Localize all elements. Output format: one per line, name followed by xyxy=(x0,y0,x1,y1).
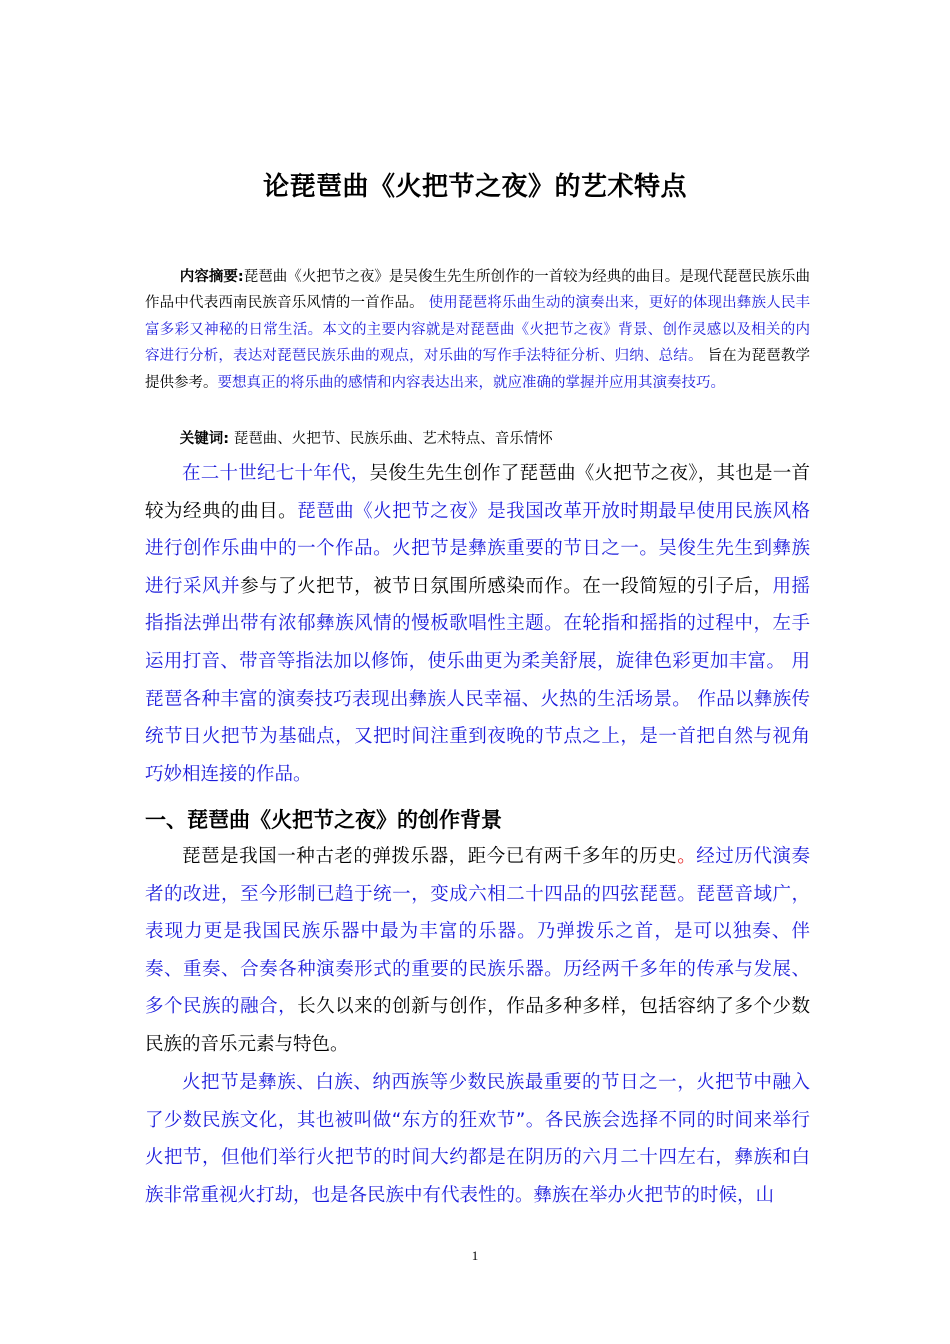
section-p1-text-3: 长久以来的创新与创作，作品多种多样，包括容纳了多个少数民族的音乐元素与特色。 xyxy=(145,996,810,1055)
section-p1-text-2: 经过历代演奏者的改进，至今形制已趋于统一，变成六相二十四品的四弦琵琶。琵琶音域广，表现力更是我国民族乐器中最为丰富的乐器。乃弹拨乐之首，是可以独奏、伴奏、重奏、合奏各种演奏形式的重要的民族乐器。历经两千多年的传承与发展、多个民族的融合， xyxy=(145,846,810,1018)
keywords-text: 琵琶曲、火把节、民族乐曲、艺术特点、音乐情怀 xyxy=(229,431,553,447)
abstract-text: 琵琶曲《火把节之夜》是吴俊生先生所创作的一首较为经典的曲目。是现代琵琶民族乐曲作品中代表西南民族音乐风情的一首作品。 xyxy=(145,269,810,312)
page-number: 1 xyxy=(471,1248,479,1263)
section-paragraph-1 xyxy=(145,838,810,1064)
abstract-text-highlight: 使用琵琶将乐曲生动的演奏出来，更好的体现出彝族人民丰富多彩又神秘的日常生活。本文的主要内容就是对琵琶曲《火把节之夜》背景、创作灵感以及相关的内容进行分析，表达对琵琶民族乐曲的观点，对乐曲的写作手法特征分析、归纳、总结。 xyxy=(145,295,811,365)
abstract-label: 内容摘要: xyxy=(179,269,244,285)
section-heading: 一、琵琶曲《火把节之夜》的创作背景 xyxy=(145,808,502,832)
abstract-text-conclusion: 要想真正的将乐曲的感情和内容表达出来，就应准确的掌握并应用其演奏技巧。 xyxy=(217,374,725,391)
section-p2-text: 火把节是彝族、白族、纳西族等少数民族最重要的节日之一，火把节中融入了少数民族文化，其也被叫做“东方的狂欢节”。各民族会选择不同的时间来举行火把节，但他们举行火把节的时间大约都是在阴历的六月二十四左右，彝族和白族非常重视火打劫，也是各民族中有代表性的。彝族在举办火把节的时候，山 xyxy=(145,1072,810,1206)
intro-text-5: 用摇指指法弹出带有浓郁彝族风情的慢板歌唱性主题。在轮指和摇指的过程中，左手运用打音、带音等指法加以修饰，使乐曲更为柔美舒展，旋律色彩更加丰富。 用琵琶各种丰富的演奏技巧表现出彝族人民幸福、火热的生活场景。 作品以彝族传统节日火把节为基础点，又把时间注重到夜晚的节点之上，是一首把自然与视角巧妙相连接的作品。 xyxy=(145,575,810,785)
intro-paragraph xyxy=(145,455,810,793)
intro-text-3: 琵琶曲《火把节之夜》是我国改革开放时期最早使用民族风格进行创作乐曲中的一个作品。火把节是彝族重要的节日之一。吴俊生先生到彝族进行采风并 xyxy=(145,500,810,597)
intro-text-1: 在二十世纪七十年代， xyxy=(182,463,370,484)
abstract-text-aim: 旨在为琵琶教学提供参考。 xyxy=(145,348,811,391)
section-p1-mark: 。 xyxy=(677,846,697,867)
keywords-label: 关键词: xyxy=(179,431,230,447)
intro-text-2: 吴俊生先生创作了琵琶曲《火把节之夜》，其也是一首较为经典的曲目。 xyxy=(145,463,810,522)
section-paragraph-2 xyxy=(145,1064,810,1214)
document-title: 论琵琶曲《火把节之夜》的艺术特点 xyxy=(262,172,687,202)
abstract-paragraph xyxy=(145,264,810,396)
keywords-line xyxy=(145,426,810,452)
section-p1-text-1: 琵琶是我国一种古老的弹拨乐器，距今已有两千多年的历史 xyxy=(182,846,678,867)
intro-text-4: 参与了火把节，被节日氛围所感染而作。在一段简短的引子后， xyxy=(240,575,773,597)
